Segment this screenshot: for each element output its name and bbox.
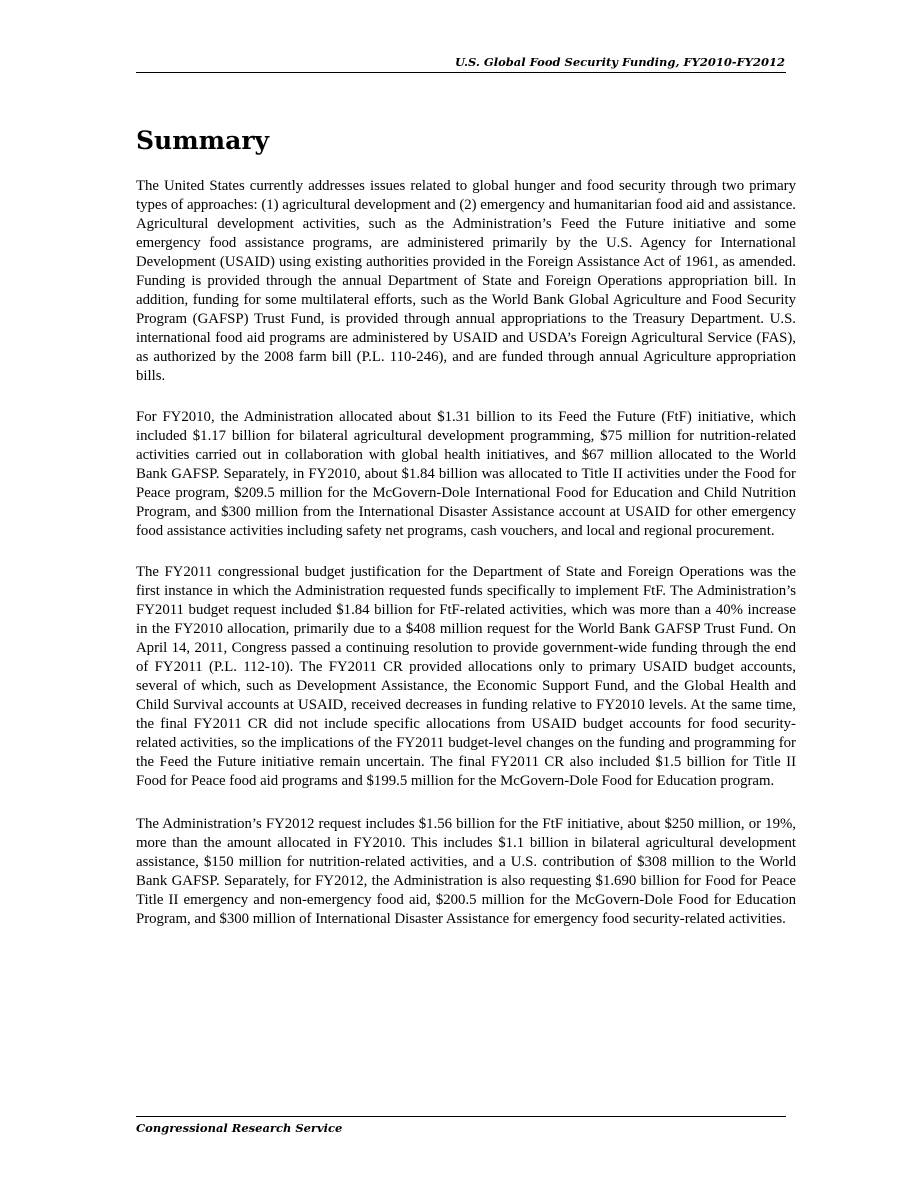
paragraph-fy2010: For FY2010, the Administration allocated about $1.31 billion to its Feed the Future (FtF) initiative, which included $1.17 billion for bilateral agricultural development programming, $75 million for nutrition-related activities carried out in collaboration with global health initiatives, and $67 million allocated to the World Bank GAFSP. Separately, in FY2010, about $1.84 billion was allocated to Title II activities under the Food for Peace program, $209.5 million for the McGovern-Dole International Food for Education and Child Nutrition Program, and $300 million from the International Disaster Assistance account at USAID for other emergency food assistance activities including safety net programs, cash vouchers, and local and regional procurement. [136,409,796,539]
footer-publisher: Congressional Research Service [136,1121,343,1135]
section-title: Summary [136,126,270,155]
paragraph-fy2012: The Administration’s FY2012 request includes $1.56 billion for the FtF initiative, about $250 million, or 19%, more than the amount allocated in FY2010. This includes $1.1 billion in bilateral agricultural development assistance, $150 million for nutrition-related activities, and a U.S. contribution of $308 million to the World Bank GAFSP. Separately, for FY2012, the Administration is also requesting $1.690 billion for Food for Peace Title II emergency and non-emergency food aid, $200.5 million for the McGovern-Dole Food for Education Program, and $300 million of International Disaster Assistance for emergency food security-related activities. [136,816,796,927]
paragraph-approaches: The United States currently addresses issues related to global hunger and food security through two primary types of approaches: (1) agricultural development and (2) emergency and humanitarian food aid and assistance. Agricultural development activities, such as the Administration’s Feed the Future initiative and some emergency food assistance programs, are administered primarily by the U.S. Agency for International Development (USAID) using existing authorities provided in the Foreign Assistance Act of 1961, as amended. Funding is provided through the annual Department of State and Foreign Operations appropriation bill. In addition, funding for some multilateral efforts, such as the World Bank Global Agriculture and Food Security Program (GAFSP) Trust Fund, is provided through annual appropriations to the Treasury Department. U.S. international food aid programs are administered by USAID and USDA’s Foreign Agricultural Service (FAS), as authorized by the 2008 farm bill (P.L. 110-246), and are funded through annual Agriculture appropriation bills. [136,178,797,384]
footer-rule [136,1116,786,1117]
paragraph-fy2011: The FY2011 congressional budget justification for the Department of State and Foreign Operations was the first instance in which the Administration requested funds specifically to implement FtF. The Administration’s FY2011 budget request included $1.84 billion for FtF-related activities, which was more than a 40% increase in the FY2010 allocation, primarily due to a $408 million request for the World Bank GAFSP Trust Fund. On April 14, 2011, Congress passed a continuing resolution to provide government-wide funding through the end of FY2011 (P.L. 112-10). The FY2011 CR provided allocations only to primary USAID budget accounts, several of which, such as Development Assistance, the Economic Support Fund, and the Global Health and Child Survival accounts at USAID, received decreases in funding relative to FY2010 levels. At the same time, the final FY2011 CR did not include specific allocations from USAID budget accounts for food security-related activities, so the implications of the FY2011 budget-level changes on the funding and programming for the Feed the Future initiative remain uncertain. The final FY2011 CR also included $1.5 billion for Title II Food for Peace food aid programs and $199.5 million for the McGovern-Dole Food for Education program. [136,564,796,789]
summary-body [136,177,796,943]
running-header-title: U.S. Global Food Security Funding, FY2010-FY2012 [455,55,785,69]
header-rule [136,72,786,73]
